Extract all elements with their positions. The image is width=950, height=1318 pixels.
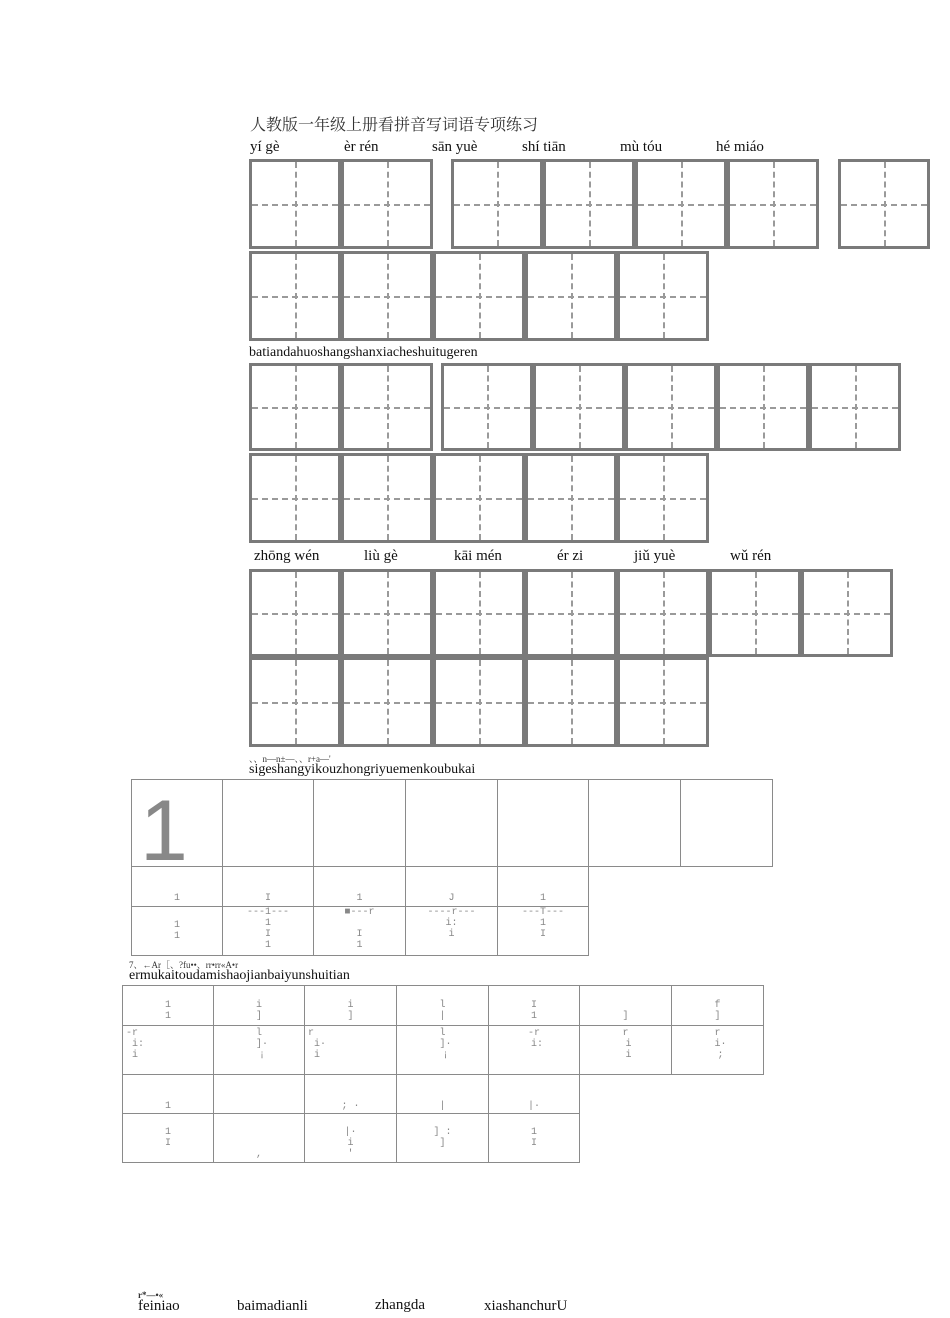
cell-glyph: i ] — [255, 1000, 262, 1022]
writing-box[interactable] — [543, 159, 635, 249]
cell-glyph: 1 — [356, 893, 363, 904]
pinyin-label: mù tóu — [620, 139, 663, 155]
writing-box[interactable] — [341, 569, 433, 657]
writing-box[interactable] — [249, 569, 341, 657]
writing-box[interactable] — [525, 251, 617, 341]
cell-glyph: 1 — [164, 1101, 171, 1112]
cell-glyph: ----r--- i: i — [427, 907, 476, 940]
writing-box[interactable] — [727, 159, 819, 249]
large-digit: 1 — [140, 783, 188, 879]
writing-box[interactable] — [433, 251, 525, 341]
grid-cell[interactable] — [313, 779, 406, 867]
cell-glyph: -r i: — [527, 1028, 543, 1050]
cell-glyph: l ]· ¡ — [439, 1028, 452, 1061]
pinyin-label: yí gè — [250, 139, 280, 155]
writing-box[interactable] — [617, 453, 709, 543]
cell-glyph: ] : ] — [433, 1127, 452, 1149]
pinyin-label: kāi mén — [454, 548, 502, 564]
pinyin-label: hé miáo — [716, 139, 764, 155]
cell-glyph: ■---r I 1 — [344, 907, 375, 951]
pinyin-label: èr rén — [344, 139, 379, 155]
cell-glyph: |· i ' — [344, 1127, 357, 1160]
cell-glyph: i ] — [347, 1000, 354, 1022]
writing-box[interactable] — [249, 251, 341, 341]
grid-cell[interactable] — [213, 1074, 305, 1114]
writing-box[interactable] — [617, 251, 709, 341]
writing-box[interactable] — [341, 363, 433, 451]
grid-cell[interactable] — [497, 779, 589, 867]
writing-box[interactable] — [341, 159, 433, 249]
pinyin-label: zhōng wén — [254, 548, 320, 564]
writing-box[interactable] — [709, 569, 801, 657]
writing-box[interactable] — [249, 159, 341, 249]
cell-glyph: -r i: i — [126, 1028, 145, 1061]
writing-box[interactable] — [525, 569, 617, 657]
pinyin-label: wǔ rén — [730, 548, 772, 564]
writing-box[interactable] — [451, 159, 543, 249]
pinyin-word: xiashanchurU — [484, 1298, 568, 1314]
pinyin-word: zhangda — [375, 1297, 425, 1313]
cell-glyph: ---T--- 1 I — [521, 907, 564, 940]
cell-glyph: , — [255, 1149, 262, 1160]
pinyin-run: sigeshangyikouzhongriyuemenkoubukai — [249, 762, 476, 777]
writing-box[interactable] — [341, 251, 433, 341]
pinyin-run: ermukaitoudamishaojianbaiyunshuitian — [129, 968, 350, 983]
cell-glyph: |· — [527, 1101, 540, 1112]
grid-cell[interactable] — [680, 779, 773, 867]
cell-glyph: | — [439, 1101, 446, 1112]
ocr-scrap: 、、n—n±—、、r+a—' — [249, 754, 331, 764]
cell-glyph: r i i — [622, 1028, 632, 1061]
writing-box[interactable] — [433, 453, 525, 543]
pinyin-label: sān yuè — [432, 139, 478, 155]
writing-box[interactable] — [341, 453, 433, 543]
writing-box[interactable] — [838, 159, 930, 249]
cell-glyph: l | — [439, 1000, 446, 1022]
writing-box[interactable] — [433, 569, 525, 657]
writing-box[interactable] — [525, 657, 617, 747]
cell-glyph: I 1 — [530, 1000, 537, 1022]
writing-box[interactable] — [635, 159, 727, 249]
cell-glyph: ] — [622, 1011, 629, 1022]
cell-glyph: r i· ; — [714, 1028, 727, 1061]
writing-box[interactable] — [525, 453, 617, 543]
writing-box[interactable] — [801, 569, 893, 657]
cell-glyph: f ] — [714, 1000, 721, 1022]
cell-glyph: 1 I — [164, 1127, 171, 1149]
writing-box[interactable] — [809, 363, 901, 451]
pinyin-run: batiandahuoshangshanxiacheshuitugeren — [249, 345, 478, 360]
pinyin-label: ér zi — [557, 548, 584, 564]
pinyin-word: feiniao — [138, 1298, 180, 1314]
ocr-scrap: 7、←Ar［、?fu••、rr•rr«A•r — [129, 960, 239, 970]
writing-box[interactable] — [533, 363, 625, 451]
cell-glyph: J — [448, 893, 455, 904]
writing-box[interactable] — [625, 363, 717, 451]
writing-box[interactable] — [617, 569, 709, 657]
cell-glyph: r i· i — [308, 1028, 327, 1061]
writing-box[interactable] — [249, 363, 341, 451]
cell-glyph: 1 1 — [164, 1000, 171, 1022]
pinyin-label: jiǔ yuè — [634, 548, 676, 564]
pinyin-label: shí tiān — [522, 139, 566, 155]
writing-box[interactable] — [717, 363, 809, 451]
cell-glyph: 1 I — [530, 1127, 537, 1149]
cell-glyph: ; · — [341, 1101, 360, 1112]
writing-box[interactable] — [433, 657, 525, 747]
cell-glyph: 1 — [173, 893, 180, 904]
grid-cell[interactable] — [588, 779, 681, 867]
pinyin-label: liù gè — [364, 548, 398, 564]
page-title: 人教版一年级上册看拼音写词语专项练习 — [250, 115, 539, 134]
grid-cell[interactable] — [405, 779, 498, 867]
cell-glyph: 1 1 — [173, 920, 180, 942]
cell-glyph: I — [264, 893, 271, 904]
writing-box[interactable] — [249, 657, 341, 747]
writing-box[interactable] — [341, 657, 433, 747]
pinyin-word: baimadianli — [237, 1298, 308, 1314]
cell-glyph: 1 — [539, 893, 546, 904]
writing-box[interactable] — [249, 453, 341, 543]
cell-glyph: ---1--- 1 I 1 — [246, 907, 289, 951]
grid-cell[interactable] — [222, 779, 314, 867]
writing-box[interactable] — [441, 363, 533, 451]
ocr-scrap: r*—•« — [138, 1290, 164, 1300]
cell-glyph: l ]· ¡ — [255, 1028, 268, 1061]
writing-box[interactable] — [617, 657, 709, 747]
